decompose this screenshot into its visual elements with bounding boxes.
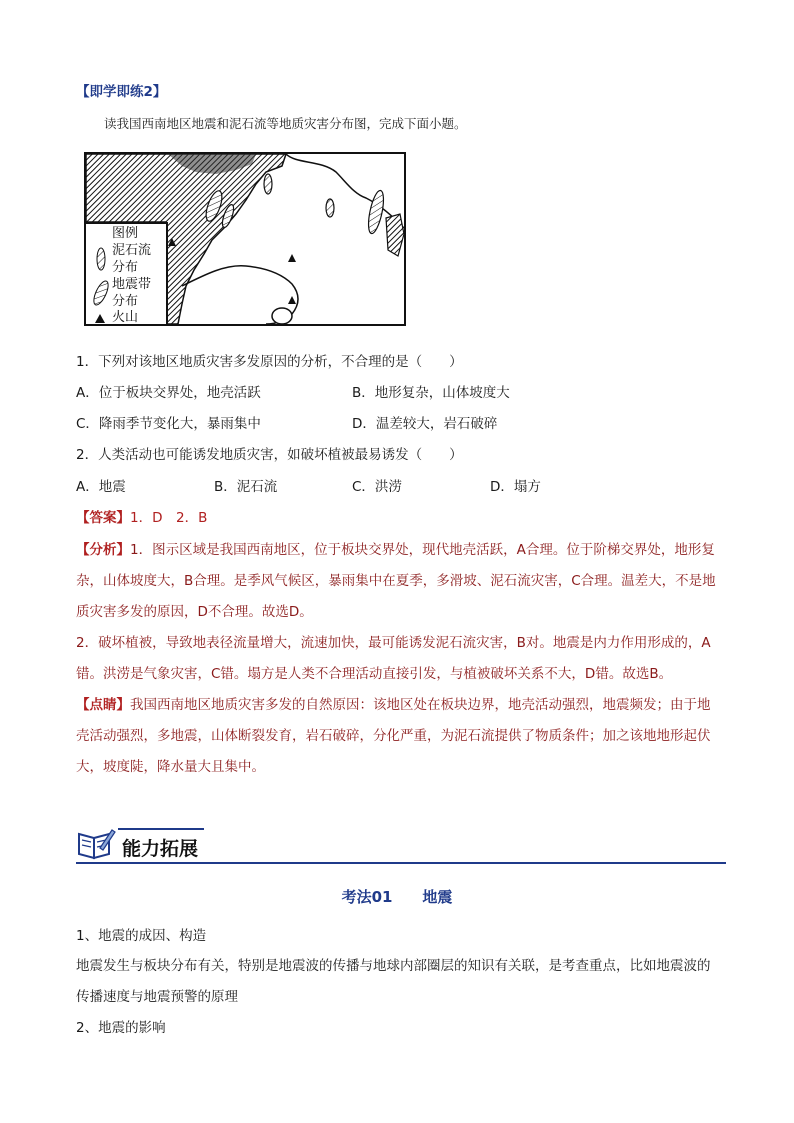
legend-quake-line1: 地震带 bbox=[112, 277, 152, 292]
question-1-stem: 1．下列对该地区地质灾害多发原因的分析，不合理的是（ ） bbox=[76, 354, 463, 370]
book-pencil-icon bbox=[76, 826, 116, 860]
analysis-paragraph-2 bbox=[76, 628, 720, 690]
practice-instruction: 读我国西南地区地震和泥石流等地质灾害分布图，完成下面小题。 bbox=[104, 116, 467, 131]
question-1-option-a: A．位于板块交界处，地壳活跃 bbox=[76, 385, 261, 401]
remark-tag: 【点睛】 bbox=[76, 697, 130, 713]
mudflow-area bbox=[264, 174, 272, 194]
question-1-option-b: B．地形复杂，山体坡度大 bbox=[352, 385, 510, 401]
answer-line bbox=[76, 508, 207, 528]
analysis-paragraph-1 bbox=[76, 535, 720, 628]
section-underline bbox=[76, 862, 726, 864]
legend-volcano: 火山 bbox=[112, 310, 139, 325]
question-1-option-c: C．降雨季节变化大，暴雨集中 bbox=[76, 416, 261, 432]
method-title: 考法01 地震 bbox=[341, 888, 453, 906]
content-heading-1: 1、地震的成因、构造 bbox=[76, 928, 207, 944]
section-title-overline bbox=[118, 828, 204, 830]
volcano-marker bbox=[288, 296, 296, 304]
hainan-island bbox=[272, 308, 292, 324]
question-2-option-b: B．泥石流 bbox=[214, 479, 278, 495]
geological-hazard-map bbox=[84, 152, 406, 326]
volcano-legend-icon bbox=[95, 314, 105, 323]
section-title: 能力拓展 bbox=[122, 838, 199, 860]
mudflow-legend-swatch bbox=[94, 246, 108, 272]
remark-text: 我国西南地区地质灾害多发的自然原因：该地区处在板块边界，地壳活动强烈，地震频发；由于地壳活动强烈，多地震，山体断裂发育，岩石破碎，分化严重，为泥石流提供了物质条件；加之该地地形起伏大，坡度陡，降水量大且集中。 bbox=[76, 697, 711, 775]
answer-tag: 【答案】 bbox=[76, 510, 130, 526]
analysis-text-2: 2．破坏植被，导致地表径流量增大，流速加快，最可能诱发泥石流灾害，B对。地震是内力作用形成的，A错。洪涝是气象灾害，C错。塌方是人类不合理活动直接引发，与植被破坏关系不大，D错。故选B。 bbox=[76, 635, 711, 682]
map-legend bbox=[86, 222, 168, 326]
content-paragraph-1: 地震发生与板块分布有关，特别是地震波的传播与地球内部圈层的知识有关联，是考查重点，比如地震波的传播速度与地震预警的原理 bbox=[76, 958, 711, 1005]
question-2-option-c: C．洪涝 bbox=[352, 479, 402, 495]
legend-mudflow-line2: 分布 bbox=[112, 260, 139, 275]
question-1-option-d: D．温差较大，岩石破碎 bbox=[352, 416, 498, 432]
question-2-option-d: D．塌方 bbox=[490, 479, 541, 495]
legend-title: 图例 bbox=[112, 226, 139, 241]
mudflow-area bbox=[326, 199, 334, 217]
remark-paragraph bbox=[76, 690, 720, 783]
practice-heading: 【即学即练2】 bbox=[76, 84, 167, 100]
legend-mudflow-line1: 泥石流 bbox=[112, 243, 152, 258]
analysis-text-1: 1．图示区域是我国西南地区，位于板块交界处，现代地壳活跃，A合理。位于阶梯交界处，地形复杂，山体坡度大，B合理。是季风气候区，暴雨集中在夏季，多滑坡、泥石流灾害，C合理。温差大，不是地质灾害多发的原因，D不合理。故选D。 bbox=[76, 542, 716, 620]
content-heading-2: 2、地震的影响 bbox=[76, 1020, 166, 1036]
question-2-option-a: A．地震 bbox=[76, 479, 126, 495]
question-2-stem: 2．人类活动也可能诱发地质灾害，如破坏植被最易诱发（ ） bbox=[76, 447, 463, 463]
coastline bbox=[286, 154, 404, 228]
earthquake-zone-east bbox=[366, 189, 387, 235]
answer-text: 1．D 2．B bbox=[130, 510, 208, 526]
volcano-marker bbox=[288, 254, 296, 262]
earthquake-legend-swatch bbox=[92, 278, 110, 308]
analysis-tag: 【分析】 bbox=[76, 542, 130, 558]
legend-quake-line2: 分布 bbox=[112, 294, 139, 309]
